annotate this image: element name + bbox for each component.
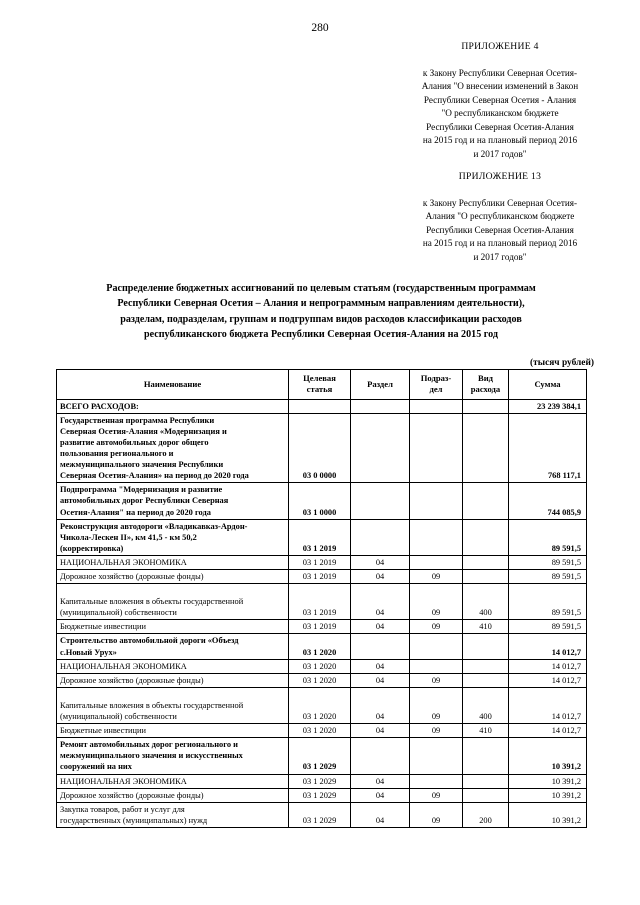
cell-subsection: 09 (410, 673, 463, 687)
table-header-row (57, 370, 587, 400)
appendix-block-13 (374, 170, 626, 264)
cell-target-article: 03 1 2019 (289, 519, 351, 555)
cell-target-article (289, 399, 351, 413)
table-row (57, 555, 587, 569)
cell-amount: 89 591,5 (509, 555, 587, 569)
cell-subsection (410, 413, 463, 483)
cell-name (57, 620, 289, 634)
appendix-4-line: к Закону Республики Северная Осетия- (422, 68, 578, 78)
cell-expense-type (463, 483, 509, 519)
cell-amount: 768 117,1 (509, 413, 587, 483)
cell-name (57, 483, 289, 519)
table-row (57, 738, 587, 774)
cell-target-article: 03 1 2029 (289, 774, 351, 788)
cell-subsection (410, 659, 463, 673)
table-row (57, 659, 587, 673)
cell-section (351, 483, 410, 519)
cell-target-article: 03 1 2020 (289, 687, 351, 723)
cell-section (351, 413, 410, 483)
cell-subsection: 09 (410, 570, 463, 584)
cell-target-article: 03 0 0000 (289, 413, 351, 483)
appendix-13-heading: ПРИЛОЖЕНИЕ 13 (458, 171, 542, 182)
cell-expense-type (463, 519, 509, 555)
cell-name-line: межмуниципального значения Республики (60, 460, 224, 470)
cell-name-line: Дорожное хозяйство (дорожные фонды) (60, 675, 204, 685)
cell-name-line: НАЦИОНАЛЬНАЯ ЭКОНОМИКА (60, 661, 187, 671)
cell-expense-type: 400 (463, 687, 509, 723)
cell-target-article: 03 1 2029 (289, 802, 351, 827)
table-row (57, 620, 587, 634)
appendix-4-body (374, 67, 626, 161)
table-row (57, 570, 587, 584)
cell-section (351, 634, 410, 659)
cell-name (57, 738, 289, 774)
cell-expense-type (463, 399, 509, 413)
cell-expense-type: 410 (463, 724, 509, 738)
cell-section (351, 519, 410, 555)
cell-section: 04 (351, 802, 410, 827)
cell-amount: 14 012,7 (509, 724, 587, 738)
table-row (57, 413, 587, 483)
appendix-4-line: Республики Северная Осетия-Алания (426, 121, 574, 132)
appendix-13-line: на 2015 год и на плановый период 2016 (422, 238, 578, 249)
cell-name-line: с.Новый Урух» (60, 647, 117, 657)
cell-name-line: Ремонт автомобильных дорог регионального и (60, 740, 238, 750)
cell-section: 04 (351, 774, 410, 788)
cell-target-article: 03 1 2029 (289, 738, 351, 774)
cell-name-line: Строительство автомобильной дороги «Объезд (60, 636, 239, 646)
cell-name (57, 673, 289, 687)
cell-amount: 89 591,5 (509, 620, 587, 634)
cell-name-line: Капитальные вложения в объекты государственной (60, 597, 244, 607)
units-note: (тысяч рублей) (530, 358, 594, 368)
cell-section: 04 (351, 673, 410, 687)
appendix-4-line: на 2015 год и на плановый период 2016 (422, 135, 578, 146)
cell-target-article: 03 1 2019 (289, 570, 351, 584)
cell-subsection: 09 (410, 788, 463, 802)
header-name: Наименование (57, 370, 289, 400)
cell-name-line: (муниципальной) собственности (60, 712, 177, 722)
cell-name (57, 519, 289, 555)
cell-name (57, 555, 289, 569)
cell-amount: 89 591,5 (509, 584, 587, 620)
table-row (57, 584, 587, 620)
cell-expense-type (463, 659, 509, 673)
cell-name-line: автомобильных дорог Республики Северная (60, 496, 229, 506)
cell-amount: 10 391,2 (509, 738, 587, 774)
table-row (57, 673, 587, 687)
appendix-4-line: Алания "О внесении изменений в Закон (421, 81, 579, 92)
page-title-line: Распределение бюджетных ассигнований по целевым статьям (государственным программам (106, 283, 536, 294)
cell-amount: 89 591,5 (509, 570, 587, 584)
cell-target-article: 03 1 2019 (289, 584, 351, 620)
cell-amount: 10 391,2 (509, 802, 587, 827)
cell-name-line (60, 585, 285, 596)
header-target-article-line: Целевая (303, 373, 336, 383)
cell-expense-type (463, 738, 509, 774)
cell-name-line: Северная Осетия-Алания» на период до 2020 года (60, 471, 249, 481)
cell-name-line: Подпрограмма "Модернизация и развитие (60, 485, 223, 495)
cell-name-line: Осетия-Алания" на период до 2020 года (60, 507, 211, 517)
header-expense-type-line: Вид (477, 373, 494, 383)
cell-name (57, 687, 289, 723)
cell-subsection (410, 774, 463, 788)
cell-name (57, 802, 289, 827)
cell-subsection: 09 (410, 584, 463, 620)
cell-subsection (410, 519, 463, 555)
cell-expense-type: 200 (463, 802, 509, 827)
table-row (57, 399, 587, 413)
cell-expense-type (463, 774, 509, 788)
page-title-line: Республики Северная Осетия – Алания и непрограммным направлениям деятельности), (117, 298, 525, 310)
cell-name (57, 774, 289, 788)
cell-name (57, 724, 289, 738)
cell-section: 04 (351, 620, 410, 634)
cell-subsection: 09 (410, 687, 463, 723)
cell-section: 04 (351, 570, 410, 584)
cell-expense-type (463, 788, 509, 802)
cell-target-article: 03 1 2020 (289, 659, 351, 673)
cell-expense-type (463, 555, 509, 569)
cell-target-article: 03 1 2019 (289, 555, 351, 569)
table-row (57, 788, 587, 802)
cell-name-line: пользования регионального и (60, 449, 174, 459)
cell-target-article: 03 1 2020 (289, 673, 351, 687)
appendix-4-line: "О республиканском бюджете (441, 108, 559, 119)
header-subsection-line: Подраз- (420, 373, 452, 383)
header-expense-type-line: расхода (470, 384, 501, 395)
appendix-13-line: и 2017 годов" (473, 251, 527, 262)
header-subsection (410, 370, 463, 400)
appendix-13-body (374, 197, 626, 264)
cell-amount: 744 085,9 (509, 483, 587, 519)
cell-amount: 14 012,7 (509, 673, 587, 687)
header-subsection-line: дел (429, 384, 443, 395)
page-title (56, 281, 586, 342)
cell-name (57, 634, 289, 659)
cell-section (351, 399, 410, 413)
cell-subsection: 09 (410, 724, 463, 738)
appendix-4-heading: ПРИЛОЖЕНИЕ 4 (461, 41, 539, 52)
cell-name-line: Бюджетные инвестиции (60, 726, 146, 736)
cell-section: 04 (351, 584, 410, 620)
cell-target-article: 03 1 0000 (289, 483, 351, 519)
cell-name-line: (муниципальной) собственности (60, 608, 177, 618)
table-row (57, 774, 587, 788)
cell-amount: 14 012,7 (509, 687, 587, 723)
budget-allocation-table (56, 369, 587, 828)
cell-section: 04 (351, 687, 410, 723)
cell-name (57, 570, 289, 584)
cell-expense-type: 400 (463, 584, 509, 620)
table-body (57, 399, 587, 827)
appendix-13-line: Республики Северная Осетия-Алания (426, 224, 574, 235)
cell-name-line: Закупка товаров, работ и услуг для (60, 804, 185, 814)
appendix-4-line: Республики Северная Осетия - Алания (423, 94, 577, 105)
cell-name-line: межмуниципального значения и искусственных (60, 751, 243, 761)
cell-target-article: 03 1 2019 (289, 620, 351, 634)
cell-name (57, 659, 289, 673)
page-title-line: разделам, подразделам, группам и подгруппам видов расходов классификации расходов (120, 313, 522, 325)
cell-amount: 14 012,7 (509, 659, 587, 673)
appendix-13-line: к Закону Республики Северная Осетия- (422, 198, 578, 208)
table-row (57, 724, 587, 738)
cell-name (57, 788, 289, 802)
header-expense-type (463, 370, 509, 400)
cell-section: 04 (351, 788, 410, 802)
cell-name (57, 399, 289, 413)
header-amount: Сумма (509, 370, 587, 400)
cell-section: 04 (351, 659, 410, 673)
cell-subsection: 09 (410, 620, 463, 634)
cell-amount: 14 012,7 (509, 634, 587, 659)
header-target-article (289, 370, 351, 400)
cell-name (57, 413, 289, 483)
cell-subsection (410, 738, 463, 774)
cell-target-article: 03 1 2020 (289, 724, 351, 738)
cell-name-line: Северная Осетия-Алания «Модернизация и (60, 426, 227, 436)
cell-expense-type (463, 634, 509, 659)
cell-target-article: 03 1 2020 (289, 634, 351, 659)
cell-name-line: (корректировка) (60, 543, 124, 553)
cell-name-line: НАЦИОНАЛЬНАЯ ЭКОНОМИКА (60, 557, 187, 567)
cell-expense-type: 410 (463, 620, 509, 634)
cell-subsection (410, 483, 463, 519)
cell-name-line (60, 689, 285, 700)
table-row (57, 483, 587, 519)
table-row (57, 519, 587, 555)
cell-name-line: НАЦИОНАЛЬНАЯ ЭКОНОМИКА (60, 776, 187, 786)
cell-amount: 23 239 384,1 (509, 399, 587, 413)
cell-name-line: сооружений на них (60, 762, 132, 772)
cell-subsection: 09 (410, 802, 463, 827)
cell-expense-type (463, 413, 509, 483)
cell-section: 04 (351, 555, 410, 569)
cell-name-line: ВСЕГО РАСХОДОВ: (60, 401, 139, 411)
page-number: 280 (311, 22, 329, 34)
cell-name-line: Бюджетные инвестиции (60, 622, 146, 632)
cell-subsection (410, 555, 463, 569)
cell-name-line: Государственная программа Республики (60, 415, 215, 425)
cell-name-line: Дорожное хозяйство (дорожные фонды) (60, 790, 204, 800)
cell-subsection (410, 399, 463, 413)
cell-section: 04 (351, 724, 410, 738)
cell-expense-type (463, 673, 509, 687)
table-row (57, 802, 587, 827)
cell-amount: 89 591,5 (509, 519, 587, 555)
appendix-4-line: и 2017 годов" (473, 148, 527, 159)
cell-amount: 10 391,2 (509, 788, 587, 802)
header-target-article-line: статья (306, 384, 333, 395)
cell-target-article: 03 1 2029 (289, 788, 351, 802)
cell-section (351, 738, 410, 774)
cell-amount: 10 391,2 (509, 774, 587, 788)
page-title-line: республиканского бюджета Республики Северная Осетия-Алания на 2015 год (144, 328, 498, 340)
appendix-13-line: Алания "О республиканском бюджете (425, 211, 575, 222)
cell-expense-type (463, 570, 509, 584)
cell-name-line: Капитальные вложения в объекты государственной (60, 700, 244, 710)
table-row (57, 634, 587, 659)
cell-name (57, 584, 289, 620)
cell-subsection (410, 634, 463, 659)
appendix-block-4 (374, 40, 626, 161)
cell-name-line: Дорожное хозяйство (дорожные фонды) (60, 572, 204, 581)
header-section: Раздел (351, 370, 410, 400)
cell-name-line: Реконструкция автодороги «Владикавказ-Ардон- (60, 521, 248, 531)
cell-name-line: Чикола-Лескен II», км 41,5 - км 50,2 (60, 532, 197, 542)
cell-name-line: государственных (муниципальных) нужд (60, 815, 208, 825)
table-row (57, 687, 587, 723)
cell-name-line: развитие автомобильных дорог общего (60, 437, 209, 447)
